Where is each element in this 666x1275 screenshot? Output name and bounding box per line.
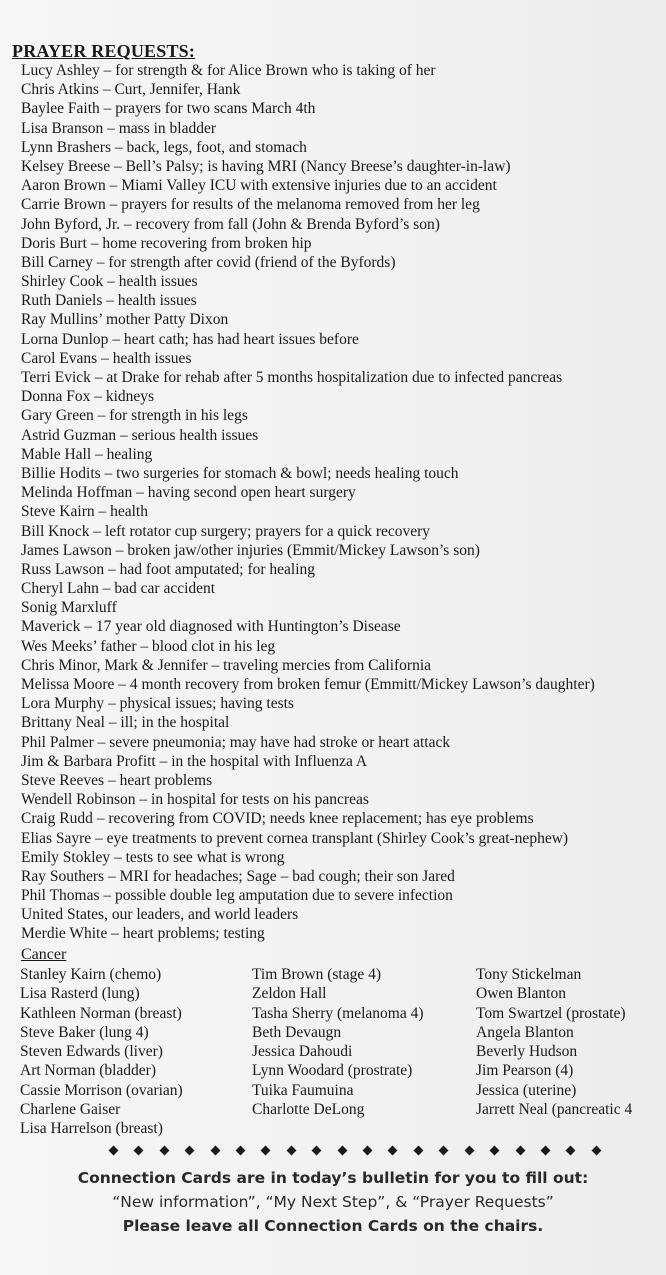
list-item: Wendell Robinson – in hospital for tests on his pancreas [21, 791, 369, 809]
list-item: Melinda Hoffman – having second open heart surgery [21, 484, 356, 502]
diamond-icon [363, 1146, 373, 1156]
diamond-icon [337, 1146, 347, 1156]
list-item: Merdie White – heart problems; testing [21, 925, 265, 943]
list-item: Elias Sayre – eye treatments to prevent cornea transplant (Shirley Cook’s great-nephew) [21, 829, 569, 847]
list-item: Billie Hodits – two surgeries for stomach & bowl; needs healing touch [21, 464, 459, 482]
list-item: Lisa Harrelson (breast) [20, 1120, 163, 1138]
list-item: Carol Evans – health issues [21, 349, 192, 367]
list-item: Emily Stokley – tests to see what is wrong [21, 848, 285, 866]
list-item: Tom Swartzel (prostate) [476, 1004, 626, 1022]
list-item: Steve Baker (lung 4) [20, 1023, 149, 1041]
list-item: Lora Murphy – physical issues; having tests [21, 695, 294, 713]
diamond-icon [464, 1146, 474, 1156]
list-item: Charlotte DeLong [252, 1101, 365, 1119]
list-item: Jarrett Neal (pancreatic 4 [476, 1101, 633, 1119]
cancer-heading: Cancer [21, 946, 67, 963]
list-item: Astrid Guzman – serious health issues [21, 426, 259, 444]
list-item: Baylee Faith – prayers for two scans March 4th [21, 100, 316, 118]
list-item: Terri Evick – at Drake for rehab after 5 months hospitalization due to infected pancreas [21, 369, 563, 386]
prayer-requests-heading: PRAYER REQUESTS: [12, 41, 196, 61]
list-item: Sonig Marxluff [21, 599, 117, 617]
list-item: Ray Mullins’ mother Patty Dixon [21, 311, 229, 329]
list-item: Jessica Dahoudi [252, 1043, 353, 1061]
diamond-icon [159, 1146, 169, 1156]
list-item: Bill Knock – left rotator cup surgery; prayers for a quick recovery [21, 522, 431, 540]
connection-cards-instruction: Please leave all Connection Cards on the chairs. [122, 1217, 544, 1235]
list-item: Ray Southers – MRI for headaches; Sage – bad cough; their son Jared [21, 867, 455, 885]
list-item: Chris Atkins – Curt, Jennifer, Hank [21, 81, 241, 99]
cancer-column-3 [476, 965, 632, 1119]
list-item: Lorna Dunlop – heart cath; has had heart issues before [21, 330, 359, 348]
diamond-divider [110, 1147, 600, 1154]
list-item: Steve Reeves – heart problems [21, 771, 213, 789]
list-item: Tim Brown (stage 4) [252, 966, 382, 983]
list-item: Tuika Faumuina [252, 1081, 354, 1099]
list-item: Melissa Moore – 4 month recovery from broken femur (Emmitt/Mickey Lawson’s daughter) [21, 676, 595, 693]
diamond-icon [413, 1146, 423, 1156]
list-item: Beverly Hudson [476, 1043, 578, 1061]
list-item: Art Norman (bladder) [20, 1062, 157, 1080]
diamond-icon [261, 1146, 271, 1156]
list-item: Wes Meeks’ father – blood clot in his leg [21, 637, 276, 655]
list-item: Bill Carney – for strength after covid (friend of the Byfords) [21, 253, 396, 271]
list-item: Owen Blanton [476, 985, 566, 1003]
list-item: Jim Pearson (4) [476, 1062, 574, 1080]
prayer-requests-list [21, 61, 661, 944]
list-item: Jim & Barbara Profitt – in the hospital with Influenza A [21, 752, 368, 770]
list-item: Lynn Brashers – back, legs, foot, and stomach [21, 138, 307, 156]
list-item: Kelsey Breese – Bell’s Palsy; is having MRI (Nancy Breese’s daughter-in-law) [21, 157, 511, 175]
list-item: Lisa Branson – mass in bladder [21, 119, 217, 137]
list-item: Cassie Morrison (ovarian) [20, 1081, 183, 1099]
diamond-icon [210, 1146, 220, 1156]
list-item: Ruth Daniels – health issues [21, 292, 197, 310]
list-item: Lisa Rasterd (lung) [20, 985, 140, 1003]
list-item: James Lawson – broken jaw/other injuries (Emmit/Mickey Lawson’s son) [21, 541, 480, 559]
list-item: Steven Edwards (liver) [20, 1043, 163, 1061]
list-item: Gary Green – for strength in his legs [21, 407, 248, 425]
diamond-icon [591, 1146, 601, 1156]
list-item: Beth Devaugn [252, 1023, 342, 1041]
list-item: Brittany Neal – ill; in the hospital [21, 714, 230, 732]
list-item: Stanley Kairn (chemo) [20, 966, 162, 983]
diamond-icon [566, 1146, 576, 1156]
cancer-column-1 [20, 965, 183, 1139]
diamond-icon [515, 1146, 525, 1156]
diamond-icon [236, 1146, 246, 1156]
list-item: John Byford, Jr. – recovery from fall (John & Brenda Byford’s son) [21, 215, 440, 233]
diamond-icon [286, 1146, 296, 1156]
list-item: Phil Palmer – severe pneumonia; may have had stroke or heart attack [21, 733, 451, 751]
list-item: Angela Blanton [476, 1023, 574, 1041]
list-item: Zeldon Hall [252, 985, 327, 1003]
list-item: Donna Fox – kidneys [21, 388, 155, 406]
list-item: Steve Kairn – health [21, 503, 148, 521]
diamond-icon [134, 1146, 144, 1156]
list-item: Russ Lawson – had foot amputated; for healing [21, 560, 316, 578]
diamond-icon [109, 1146, 119, 1156]
list-item: Lucy Ashley – for strength & for Alice Brown who is taking of her [21, 62, 436, 79]
list-item: Jessica (uterine) [476, 1081, 577, 1099]
list-item: Charlene Gaiser [20, 1101, 121, 1119]
list-item: Chris Minor, Mark & Jennifer – traveling mercies from California [21, 656, 432, 674]
list-item: Shirley Cook – health issues [21, 273, 198, 291]
list-item: Doris Burt – home recovering from broken hip [21, 234, 312, 252]
diamond-icon [388, 1146, 398, 1156]
list-item: Carrie Brown – prayers for results of the melanoma removed from her leg [21, 196, 480, 214]
list-item: Lynn Woodard (prostrate) [252, 1062, 413, 1080]
list-item: Maverick – 17 year old diagnosed with Huntington’s Disease [21, 618, 401, 636]
list-item: Cheryl Lahn – bad car accident [21, 580, 216, 598]
diamond-icon [439, 1146, 449, 1156]
list-item: Craig Rudd – recovering from COVID; needs knee replacement; has eye problems [21, 810, 534, 828]
diamond-icon [540, 1146, 550, 1156]
list-item: United States, our leaders, and world leaders [21, 906, 299, 924]
diamond-icon [185, 1146, 195, 1156]
diamond-icon [312, 1146, 322, 1156]
list-item: Tasha Sherry (melanoma 4) [252, 1004, 424, 1022]
list-item: Phil Thomas – possible double leg amputation due to severe infection [21, 887, 453, 905]
cancer-column-2 [252, 965, 424, 1119]
connection-cards-options: “New information”, “My Next Step”, & “Prayer Requests” [112, 1193, 554, 1211]
list-item: Mable Hall – healing [21, 445, 153, 463]
list-item: Tony Stickelman [476, 966, 582, 983]
list-item: Kathleen Norman (breast) [20, 1004, 182, 1022]
connection-cards-notice: Connection Cards are in today’s bulletin for you to fill out: [77, 1169, 589, 1187]
diamond-icon [490, 1146, 500, 1156]
list-item: Aaron Brown – Miami Valley ICU with extensive injuries due to an accident [21, 177, 497, 195]
